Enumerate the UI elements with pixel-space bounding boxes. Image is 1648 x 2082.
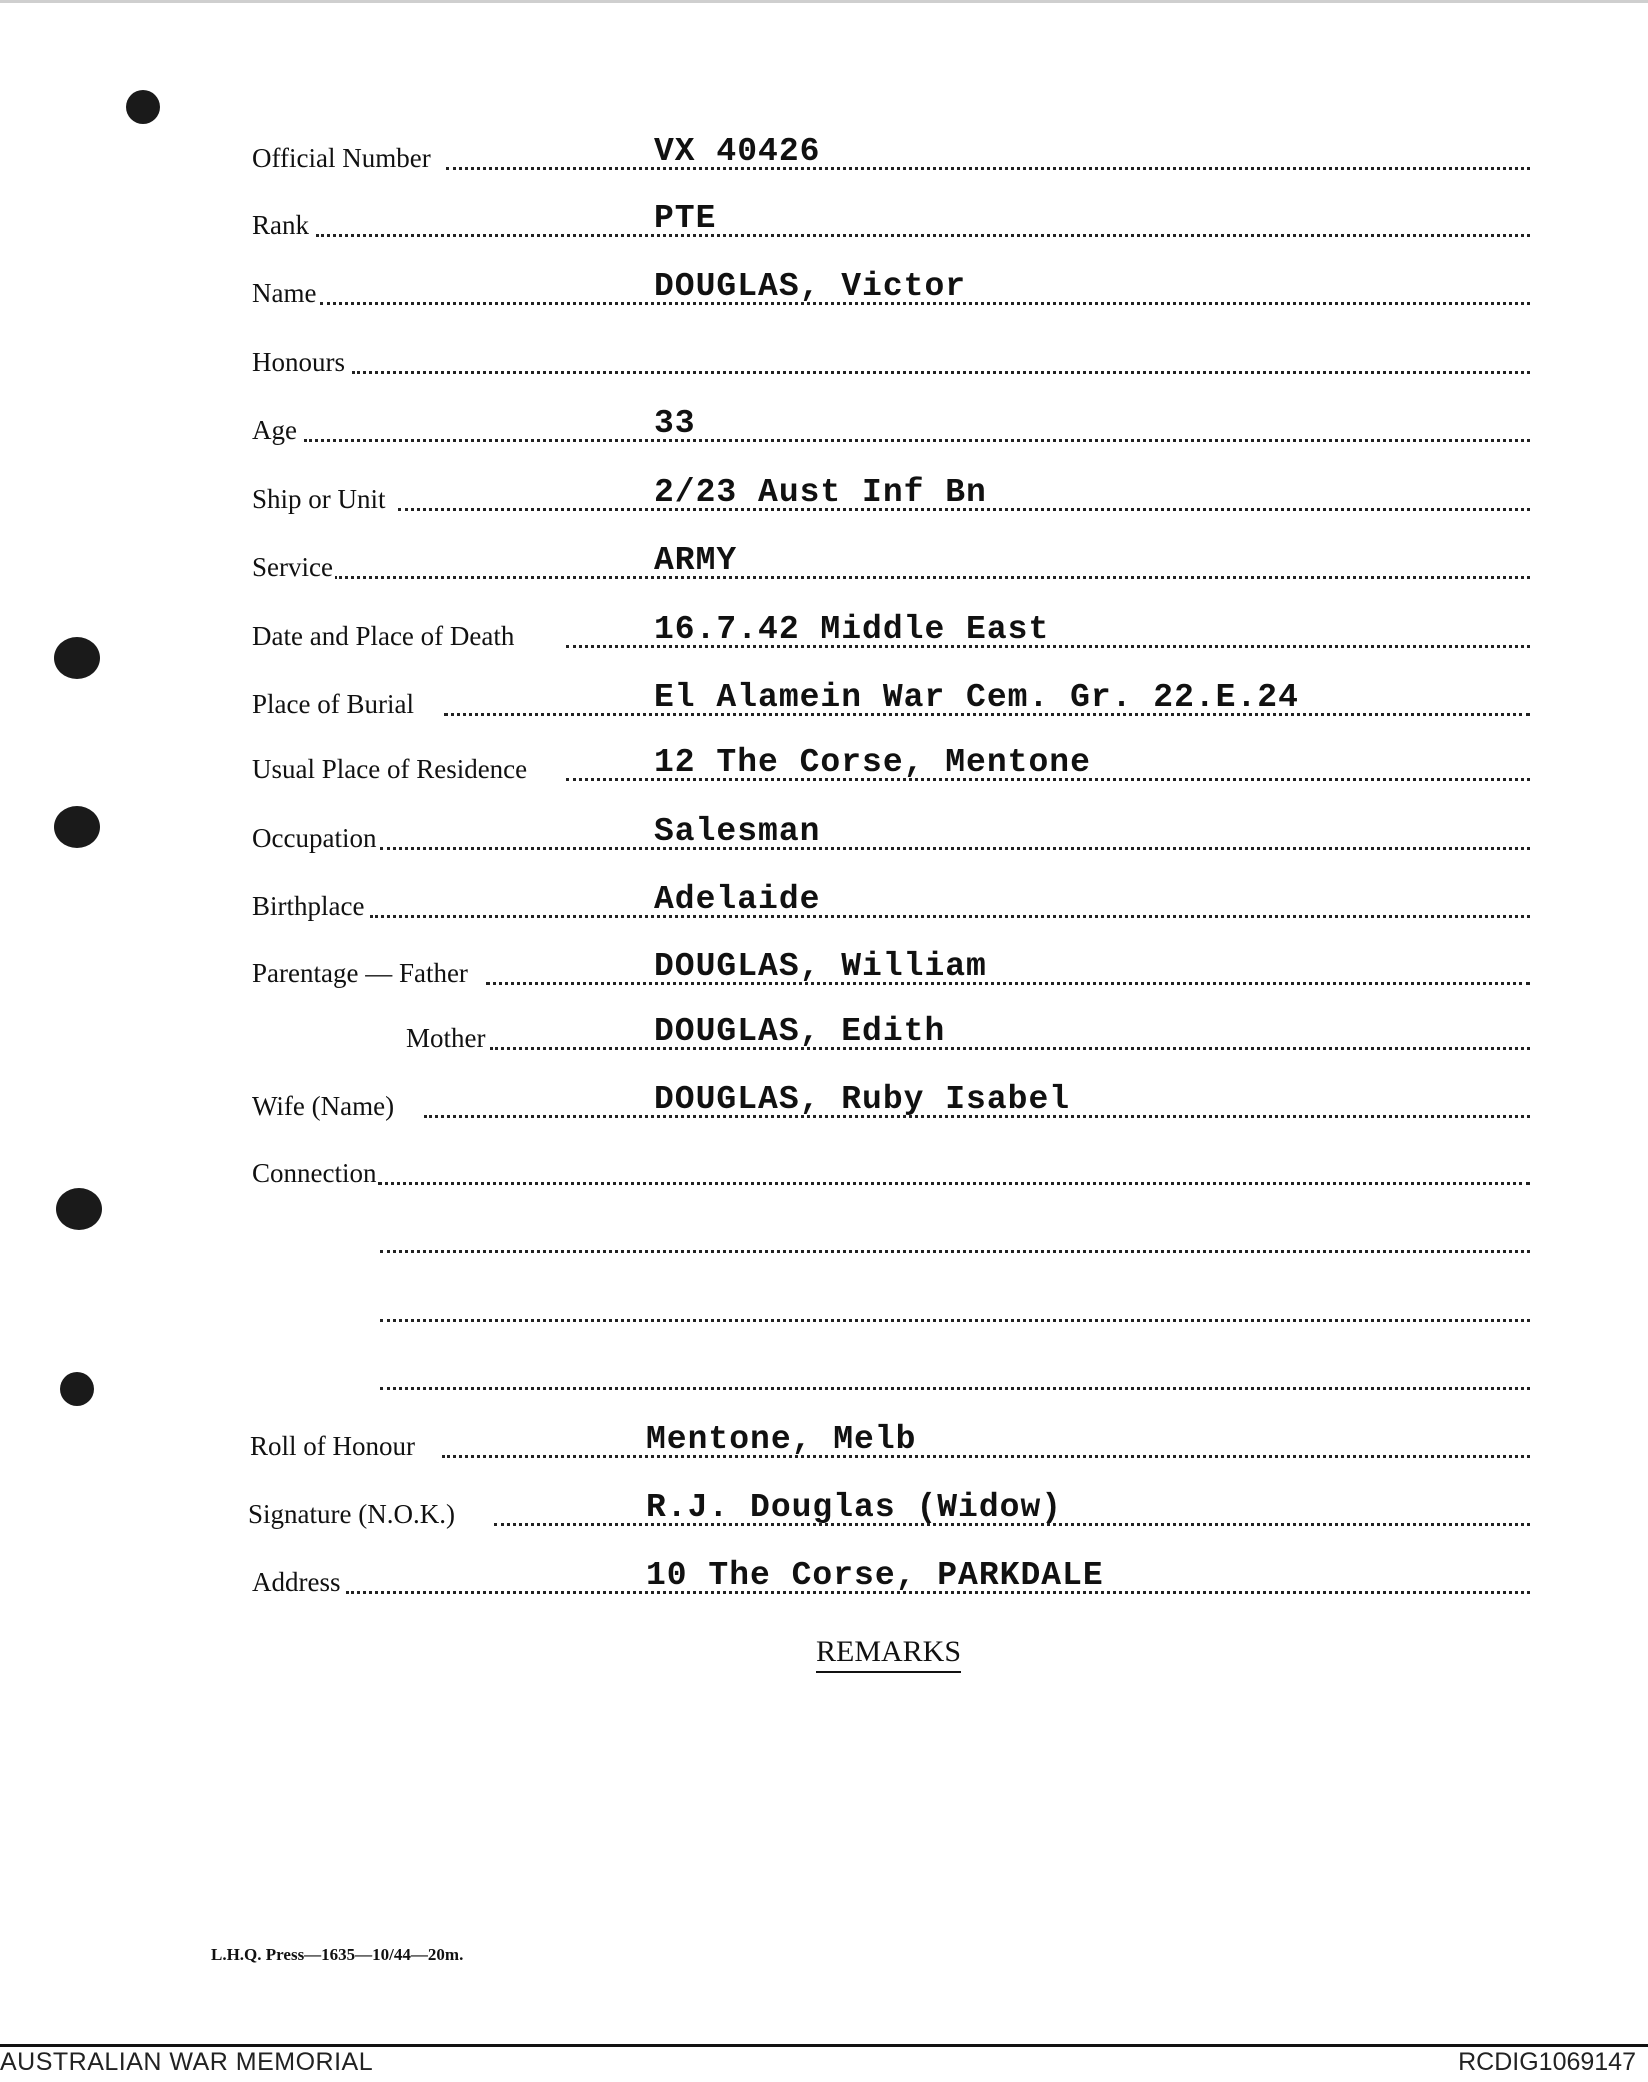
dotted-line bbox=[490, 1047, 1530, 1050]
field-age bbox=[0, 405, 1648, 452]
field-value: 2/23 Aust Inf Bn bbox=[654, 474, 987, 511]
dotted-line bbox=[380, 1387, 1530, 1390]
field-value: VX 40426 bbox=[654, 133, 821, 170]
field-occupation bbox=[0, 813, 1648, 860]
dotted-line bbox=[334, 576, 1530, 579]
field-mother bbox=[0, 1013, 1648, 1060]
dotted-line bbox=[486, 982, 1530, 985]
connection-extra-line bbox=[0, 1292, 1648, 1332]
field-label: Birthplace bbox=[252, 891, 365, 921]
field-value: DOUGLAS, Victor bbox=[654, 268, 967, 305]
field-label: Wife (Name) bbox=[252, 1091, 395, 1121]
footer-archive-name: AUSTRALIAN WAR MEMORIAL bbox=[0, 2048, 374, 2076]
field-label: Rank bbox=[252, 210, 309, 240]
field-value: Salesman bbox=[654, 813, 821, 850]
field-place-of-burial bbox=[0, 679, 1648, 726]
dotted-line bbox=[380, 1250, 1530, 1253]
field-label: Official Number bbox=[252, 143, 431, 173]
field-label: Service bbox=[252, 552, 333, 582]
press-note: L.H.Q. Press—1635—10/44—20m. bbox=[211, 1945, 464, 1964]
field-label: Honours bbox=[252, 347, 345, 377]
field-value: DOUGLAS, Ruby Isabel bbox=[654, 1081, 1071, 1118]
connection-extra-line bbox=[0, 1360, 1648, 1400]
field-value: 12 The Corse, Mentone bbox=[654, 744, 1091, 781]
field-label: Address bbox=[252, 1567, 341, 1597]
field-birthplace bbox=[0, 881, 1648, 928]
field-label: Mother bbox=[406, 1023, 486, 1053]
field-honours bbox=[0, 344, 1648, 384]
field-wife bbox=[0, 1081, 1648, 1128]
dotted-line bbox=[442, 1455, 1530, 1458]
field-connection bbox=[0, 1155, 1648, 1195]
field-label: Connection bbox=[252, 1158, 377, 1188]
field-label: Signature (N.O.K.) bbox=[248, 1499, 455, 1529]
dotted-line bbox=[380, 847, 1530, 850]
field-value: PTE bbox=[654, 200, 717, 237]
field-label: Usual Place of Residence bbox=[252, 754, 528, 784]
field-label: Occupation bbox=[252, 823, 377, 853]
field-father bbox=[0, 948, 1648, 995]
field-official-number bbox=[0, 133, 1648, 180]
field-label: Date and Place of Death bbox=[252, 621, 515, 651]
field-label: Age bbox=[252, 415, 297, 445]
field-name bbox=[0, 268, 1648, 315]
footer-record-id: RCDIG1069147 bbox=[1458, 2048, 1636, 2076]
field-label: Roll of Honour bbox=[250, 1431, 415, 1461]
dotted-line bbox=[378, 1182, 1530, 1185]
field-label: Place of Burial bbox=[252, 689, 414, 719]
punch-hole-icon bbox=[126, 90, 160, 124]
remarks-heading: REMARKS bbox=[816, 1635, 961, 1673]
field-value: Mentone, Melb bbox=[646, 1421, 917, 1458]
field-label: Parentage — Father bbox=[252, 958, 468, 988]
connection-extra-line bbox=[0, 1223, 1648, 1263]
field-value: 10 The Corse, PARKDALE bbox=[646, 1557, 1104, 1594]
field-value: Adelaide bbox=[654, 881, 821, 918]
field-roll-of-honour bbox=[0, 1421, 1648, 1468]
dotted-line bbox=[446, 167, 1530, 170]
field-usual-residence bbox=[0, 744, 1648, 791]
dotted-line bbox=[304, 439, 1530, 442]
dotted-line bbox=[370, 915, 1530, 918]
field-value: 16.7.42 Middle East bbox=[654, 611, 1050, 648]
field-value: El Alamein War Cem. Gr. 22.E.24 bbox=[654, 679, 1299, 716]
dotted-line bbox=[352, 371, 1530, 374]
field-date-place-of-death bbox=[0, 611, 1648, 658]
field-value: DOUGLAS, William bbox=[654, 948, 987, 985]
field-value: 33 bbox=[654, 405, 696, 442]
dotted-line bbox=[380, 1319, 1530, 1322]
field-rank bbox=[0, 200, 1648, 247]
field-value: ARMY bbox=[654, 542, 738, 579]
field-signature-nok bbox=[0, 1489, 1648, 1536]
field-ship-or-unit bbox=[0, 474, 1648, 521]
field-service bbox=[0, 542, 1648, 589]
field-address bbox=[0, 1557, 1648, 1604]
bottom-rule bbox=[0, 2044, 1648, 2047]
field-value: R.J. Douglas (Widow) bbox=[646, 1489, 1063, 1526]
field-value: DOUGLAS, Edith bbox=[654, 1013, 946, 1050]
top-edge bbox=[0, 0, 1648, 3]
field-label: Name bbox=[252, 278, 317, 308]
dotted-line bbox=[316, 234, 1530, 237]
field-label: Ship or Unit bbox=[252, 484, 386, 514]
